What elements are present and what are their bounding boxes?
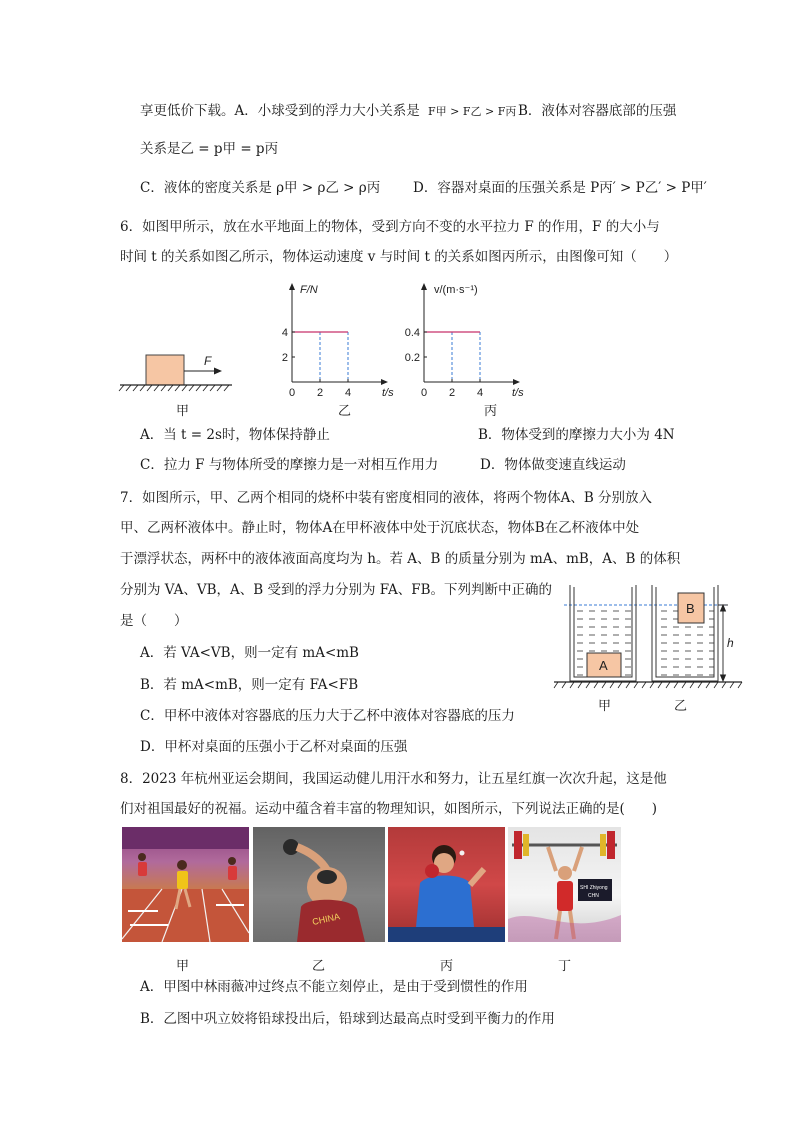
- chart-yi-xtick-2: 4: [344, 387, 352, 399]
- q6-optD: D．物体做变速直线运动: [480, 457, 626, 473]
- q8-caption-jia: 甲: [176, 959, 190, 974]
- q7-stem-line2: 甲、乙两杯液体中。静止时，物体A在甲杯液体中处于沉底状态，物体B在乙杯液体中处: [120, 520, 640, 536]
- chart-bing-x-arrow: [513, 379, 520, 385]
- chart-bing-xlabel: t/s: [512, 387, 524, 399]
- q7-beaker-figure: [552, 583, 744, 689]
- svg-text:CHINA: CHINA: [311, 911, 341, 927]
- chart-bing-ytick-0: 0.2: [404, 352, 420, 364]
- q5-line2: 关系是乙 = p甲 = p丙: [140, 141, 279, 157]
- scoreboard-country: CHN: [588, 893, 599, 899]
- q8-caption-ding: 丁: [558, 959, 572, 974]
- q7-caption-yi: 乙: [674, 699, 688, 714]
- q7-stem-line3: 于漂浮状态，两杯中的液体液面高度均为 h。若 A、B 的质量分别为 mA、mB，A、B 的体积: [120, 551, 681, 567]
- q8-stem-line1: 8．2023 年杭州亚运会期间，我国运动健儿用汗水和努力，让五星红旗一次次升起，这是他: [120, 771, 667, 787]
- ground-hatch: [119, 385, 229, 391]
- q7-optD: D．甲杯对桌面的压强小于乙杯对桌面的压强: [140, 739, 408, 755]
- chart-bing-guides: [452, 332, 480, 382]
- q6-chart-bing: [398, 281, 534, 401]
- photo-table-tennis: [388, 827, 505, 942]
- q8-caption-yi: 乙: [312, 959, 326, 974]
- q7-stem-line1: 7．如图所示，甲、乙两个相同的烧杯中装有密度相同的液体，将两个物体A、B 分别放入: [120, 490, 653, 506]
- chart-bing-ytick-1: 0.4: [404, 327, 420, 339]
- chart-yi-ytick-1: 4: [281, 327, 288, 339]
- beaker-jia: [570, 585, 636, 681]
- q5-optD: D．容器对桌面的压强关系是 P丙′ > P乙′ > P甲′: [413, 180, 707, 196]
- q6-figure-jia: [118, 345, 238, 393]
- q7-optA: A．若 VA<VB，则一定有 mA<mB: [140, 645, 359, 661]
- q6-stem-line1: 6．如图甲所示，放在水平地面上的物体，受到方向不变的水平拉力 F 的作用，F 的大小与: [120, 219, 660, 235]
- scoreboard-name: SHI Zhiyong: [580, 885, 608, 891]
- shot-put-scene: [253, 827, 385, 942]
- chart-bing-ylabel: v/(m·s⁻¹): [434, 284, 478, 296]
- q8-caption-bing: 丙: [440, 959, 454, 974]
- chart-bing-ticks: [405, 327, 483, 399]
- q8-optA: A．甲图中林雨薇冲过终点不能立刻停止，是由于受到惯性的作用: [140, 979, 528, 995]
- beaker-yi: [652, 585, 718, 681]
- hurdles-scene: [122, 827, 249, 942]
- q7-optC: C．甲杯中液体对容器底的压力大于乙杯中液体对容器底的压力: [140, 708, 515, 724]
- photo-weightlifting: [508, 827, 621, 942]
- q5-optA-formula: F甲 > F乙 > F丙: [428, 105, 517, 118]
- block-a-label: A: [599, 658, 608, 673]
- chart-yi-xtick-0: 0: [288, 387, 296, 399]
- q5-line1-text: 享更低价下载。A．小球受到的浮力大小关系是: [140, 103, 420, 119]
- q5-optC: C．液体的密度关系是 ρ甲 > ρ乙 > ρ丙: [140, 180, 381, 196]
- q5-line1: [140, 101, 516, 122]
- q6-caption-jia: 甲: [176, 404, 190, 419]
- chart-bing-y-arrow: [421, 283, 427, 290]
- q8-stem-line2: 们对祖国最好的祝福。运动中蕴含着丰富的物理知识，如图所示，下列说法正确的是( ): [120, 801, 658, 817]
- q6-optB: B．物体受到的摩擦力大小为 4N: [478, 427, 675, 443]
- q5-optB: B．液体对容器底部的压强: [518, 103, 677, 119]
- photo-hurdles: [122, 827, 249, 942]
- q6-optA: A．当 t = 2s时，物体保持静止: [140, 427, 330, 443]
- chart-bing-xtick-0: 0: [420, 387, 428, 399]
- q7-stem-line4: 分别为 VA、VB，A、B 受到的浮力分别为 FA、FB。下列判断中正确的: [120, 582, 553, 598]
- chart-yi-x-arrow: [381, 379, 388, 385]
- chart-yi-xlabel: t/s: [382, 387, 394, 399]
- chart-yi-y-arrow: [289, 283, 295, 290]
- chart-yi-guides: [320, 332, 348, 382]
- chart-yi-xtick-1: 2: [316, 387, 324, 399]
- block: [146, 355, 184, 385]
- chart-bing-xtick-1: 2: [448, 387, 456, 399]
- force-arrowhead: [214, 368, 222, 375]
- table-hatch: [554, 682, 742, 688]
- q6-optC: C．拉力 F 与物体所受的摩擦力是一对相互作用力: [140, 457, 439, 473]
- q6-chart-yi: [276, 281, 396, 401]
- q6-caption-yi: 乙: [338, 404, 352, 419]
- photo-shot-put: [253, 827, 385, 942]
- q7-stem-line5: 是（ ）: [120, 613, 188, 629]
- height-label: h: [727, 636, 734, 650]
- table-tennis-scene: [388, 827, 505, 942]
- chart-bing-xtick-2: 4: [476, 387, 484, 399]
- q7-caption-jia: 甲: [598, 699, 612, 714]
- force-label: F: [204, 354, 212, 368]
- block-b-label: B: [686, 601, 695, 616]
- q7-optB: B．若 mA<mB，则一定有 FA<FB: [140, 677, 359, 693]
- chart-yi-ytick-0: 2: [281, 352, 288, 364]
- chart-yi-ylabel: F/N: [300, 284, 318, 296]
- q6-stem-line2: 时间 t 的关系如图乙所示，物体运动速度 v 与时间 t 的关系如图丙所示，由图像可知（ ）: [120, 249, 678, 265]
- q8-optB: B．乙图中巩立姣将铅球投出后，铅球到达最高点时受到平衡力的作用: [140, 1011, 555, 1027]
- q6-caption-bing: 丙: [484, 404, 498, 419]
- weightlifting-scene: [508, 827, 621, 942]
